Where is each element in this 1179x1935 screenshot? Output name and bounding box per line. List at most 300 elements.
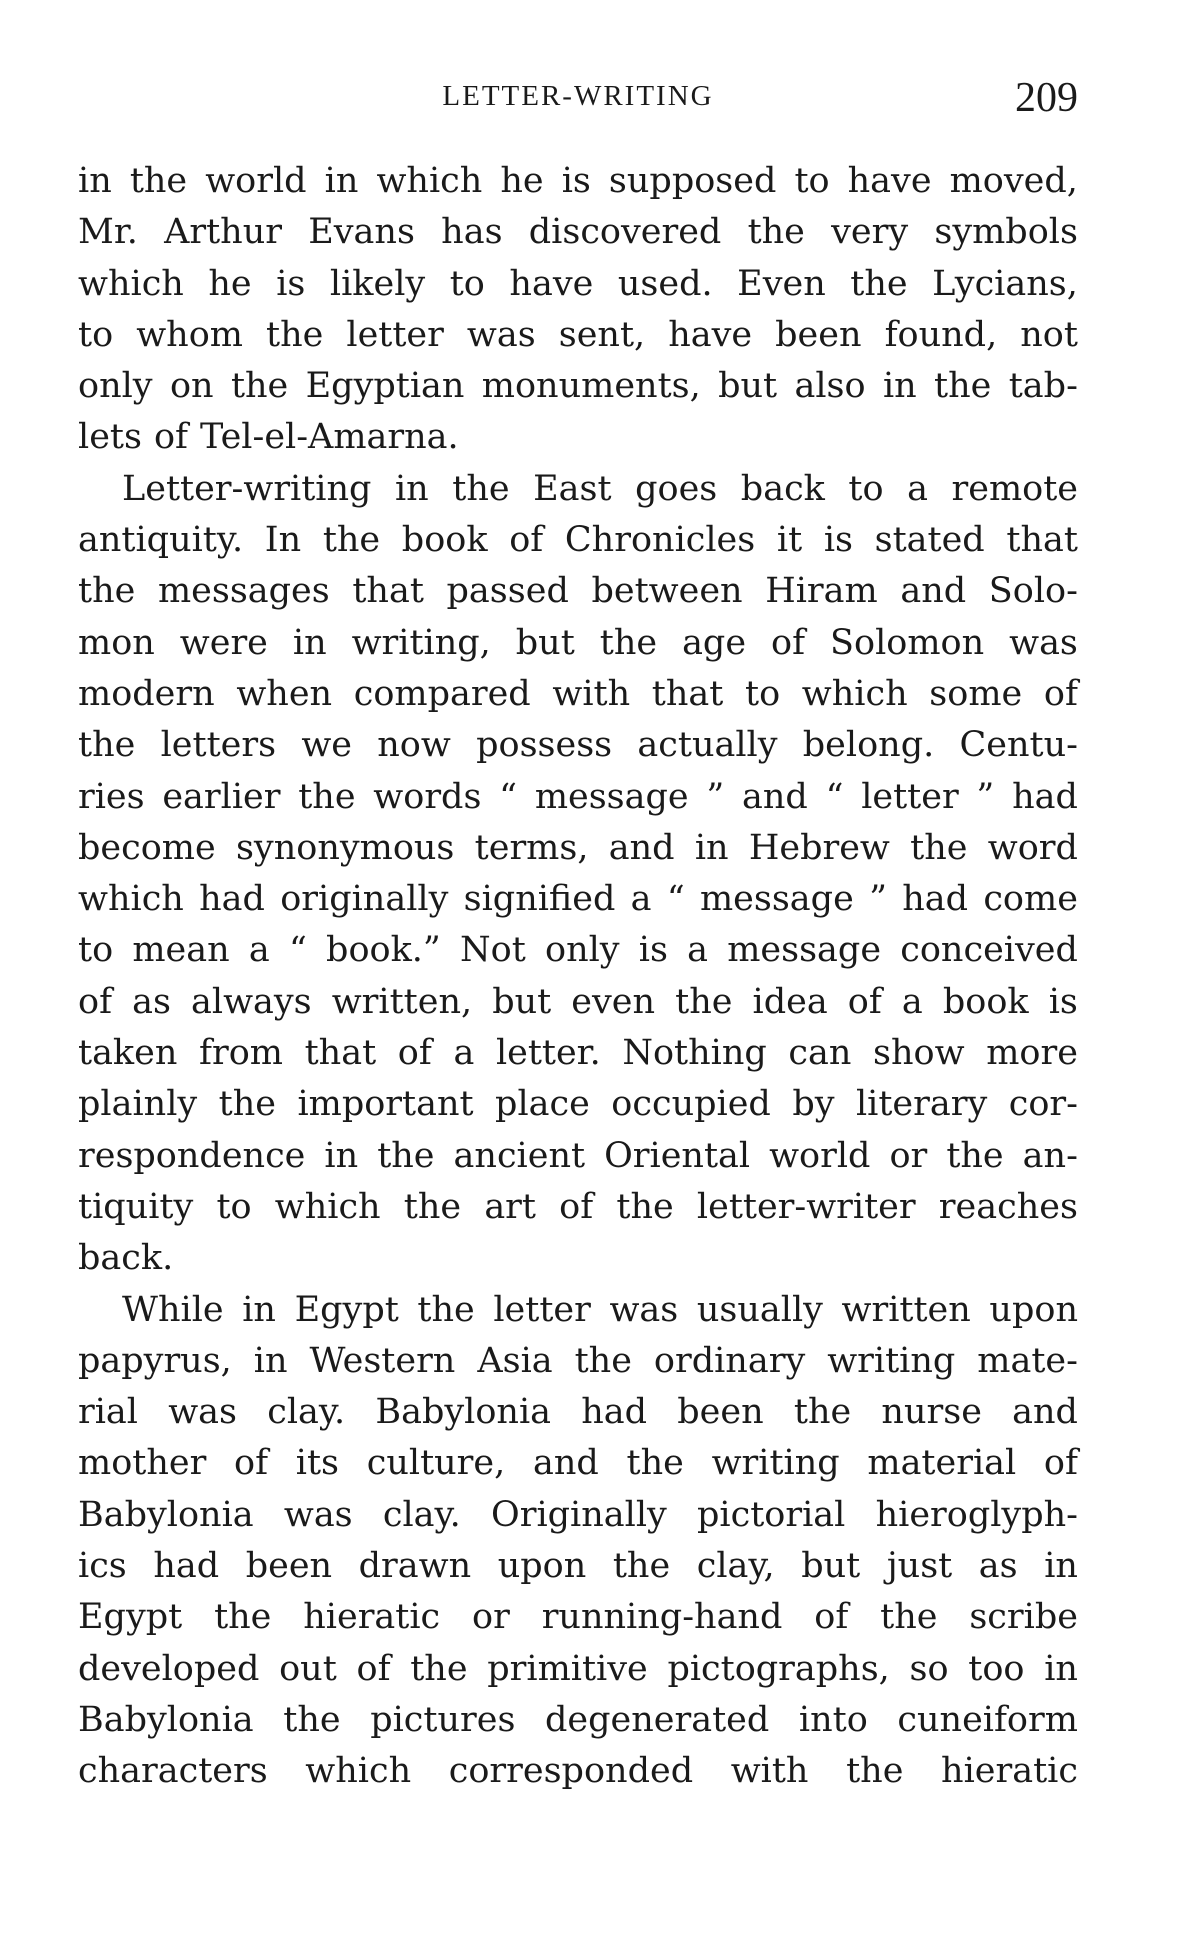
word: Hebrew (748, 827, 890, 868)
word: antiquity. (78, 520, 244, 561)
word: cor- (1008, 1084, 1078, 1125)
word: letter. (495, 1033, 601, 1074)
word: in (242, 1289, 276, 1330)
text-line (78, 1079, 1078, 1130)
word: usually (696, 1289, 823, 1330)
word: out (279, 1648, 337, 1689)
word: tab- (1008, 366, 1078, 407)
word: had (581, 1392, 648, 1433)
word: and (1012, 1392, 1078, 1433)
word: it (776, 520, 803, 561)
word: a (248, 930, 270, 971)
word: the (675, 981, 733, 1022)
word: word (987, 827, 1078, 868)
word: been (677, 1392, 764, 1433)
word: had (153, 1546, 220, 1587)
word: in (694, 827, 729, 868)
word: book (401, 520, 488, 561)
word: in (324, 161, 359, 201)
word: is (1048, 981, 1078, 1022)
text-line (78, 156, 1078, 207)
word: which (78, 879, 184, 920)
text-line (78, 464, 1078, 515)
word: is (823, 520, 853, 561)
word: the (747, 212, 805, 253)
word: pictographs, (667, 1648, 890, 1689)
text-line (78, 720, 1078, 771)
word: to (848, 468, 884, 509)
word: place (495, 1084, 590, 1125)
word: or (472, 1597, 510, 1638)
word: in (292, 622, 327, 663)
word: lets (78, 417, 142, 458)
word: upon (497, 1546, 587, 1587)
word: writing (711, 1443, 840, 1484)
word: letter-writer (696, 1186, 916, 1227)
word: ” (869, 879, 887, 920)
word: back (740, 468, 825, 509)
word: material (867, 1443, 1017, 1484)
word: discovered (528, 212, 722, 253)
word: clay, (696, 1546, 775, 1587)
word: very (831, 212, 909, 253)
word: Tel-el-Amarna. (199, 417, 459, 458)
word: synonymous (235, 827, 455, 868)
word: a (453, 1033, 475, 1074)
word: to (794, 161, 830, 201)
word: the (599, 622, 658, 663)
word: taken (78, 1033, 178, 1074)
text-line (78, 669, 1078, 720)
word: scribe (969, 1597, 1078, 1638)
running-title: LETTER-WRITING (442, 80, 714, 112)
word: the (417, 1289, 475, 1330)
text-line (78, 1182, 1078, 1233)
word: were (179, 622, 268, 663)
word: nurse (881, 1392, 982, 1433)
word: important (297, 1084, 474, 1125)
word: cuneiform (897, 1699, 1078, 1740)
word: the (410, 1648, 468, 1689)
word: a (907, 468, 928, 509)
word: moved, (949, 161, 1078, 201)
word: Evans (308, 212, 415, 253)
word: come (983, 879, 1078, 920)
running-head (78, 74, 1078, 124)
word: now (377, 725, 451, 766)
word: book.” (326, 930, 441, 971)
word: “ (288, 930, 307, 971)
word: writing, (351, 622, 491, 663)
word: terms, (474, 827, 589, 868)
text-line (78, 1233, 1078, 1284)
word: Solomon (830, 622, 985, 663)
word: remote (951, 468, 1078, 509)
word: but (718, 366, 778, 407)
word: so (909, 1648, 949, 1689)
word: that (304, 1033, 377, 1074)
word: was (466, 314, 536, 355)
word: was (1009, 622, 1078, 663)
word: ” (706, 776, 725, 817)
word: the (574, 1340, 632, 1381)
word: the (934, 366, 992, 407)
word: passed (446, 571, 569, 612)
word: written, (331, 981, 473, 1022)
word: sent, (558, 314, 646, 355)
word: more (986, 1033, 1078, 1074)
word: East (533, 468, 612, 509)
word: Chronicles (564, 520, 756, 561)
word: supposed (608, 161, 777, 201)
word: ics (78, 1546, 127, 1587)
word: papyrus, (78, 1340, 232, 1381)
text-line (78, 1131, 1078, 1182)
word: messages (157, 571, 330, 612)
word: of (1043, 673, 1078, 714)
text-line (78, 259, 1078, 310)
word: possess (476, 725, 613, 766)
text-line (78, 925, 1078, 976)
word: corresponded (448, 1751, 694, 1792)
word: he (500, 161, 544, 201)
word: even (571, 981, 656, 1022)
word: occupied (611, 1084, 771, 1125)
text-line (78, 1695, 1078, 1746)
word: the (626, 1443, 684, 1484)
word: which (78, 263, 184, 304)
word: In (264, 520, 302, 561)
word: the (612, 1546, 671, 1587)
word: become (78, 827, 216, 868)
word: Letter-writing (122, 468, 372, 509)
word: of (397, 1033, 432, 1074)
word: mon (78, 622, 155, 663)
word: culture, (366, 1443, 506, 1484)
text-line (78, 566, 1078, 617)
word: of (814, 1597, 849, 1638)
word: stated (874, 520, 985, 561)
word: conceived (900, 930, 1078, 971)
word: Babylonia (78, 1699, 254, 1740)
text-line (78, 1644, 1078, 1695)
word: upon (989, 1289, 1078, 1330)
word: originally (280, 879, 449, 920)
word: compared (353, 673, 531, 714)
word: Arthur (164, 212, 282, 253)
word: but (801, 1546, 861, 1587)
text-line (78, 1336, 1078, 1387)
word: likely (329, 263, 426, 304)
word: which (376, 161, 483, 201)
text-line (78, 515, 1078, 566)
word: message (727, 930, 882, 971)
word: been (245, 1546, 333, 1587)
word: earlier (162, 776, 281, 817)
word: we (301, 725, 352, 766)
word: book (942, 981, 1029, 1022)
word: its (295, 1443, 340, 1484)
word: Even (737, 263, 826, 304)
word: the (946, 1135, 1004, 1176)
word: characters (78, 1751, 268, 1792)
word: was (168, 1392, 238, 1433)
word: to (78, 930, 114, 971)
word: in (78, 161, 112, 201)
word: the (850, 263, 908, 304)
word: “ (825, 776, 844, 817)
text-line (78, 1746, 1078, 1797)
word: world (769, 1135, 871, 1176)
word: of (153, 417, 188, 458)
word: Hiram (765, 571, 878, 612)
word: the (452, 468, 510, 509)
text-line (78, 361, 1078, 412)
word: writing (827, 1340, 956, 1381)
word: was (283, 1494, 353, 1535)
word: degenerated (545, 1699, 770, 1740)
word: age (682, 622, 747, 663)
word: the (78, 725, 136, 766)
word: pictorial (697, 1494, 846, 1535)
word: Asia (477, 1340, 553, 1381)
word: the (846, 1751, 904, 1792)
word: Lycians, (932, 263, 1078, 304)
word: in (882, 366, 917, 407)
word: or (889, 1135, 928, 1176)
word: “ (666, 879, 685, 920)
word: had (902, 879, 969, 920)
word: letter (493, 1289, 591, 1330)
word: been (775, 314, 862, 355)
text-line (78, 207, 1078, 258)
word: goes (635, 468, 718, 509)
text-line (78, 1387, 1078, 1438)
word: Nothing (622, 1033, 767, 1074)
text-line (78, 823, 1078, 874)
word: just (886, 1546, 953, 1587)
word: as (132, 981, 171, 1022)
word: the (78, 571, 136, 612)
word: actually (637, 725, 778, 766)
word: literary (855, 1084, 988, 1125)
word: the (616, 1186, 674, 1227)
word: mother (78, 1443, 207, 1484)
word: that (651, 673, 724, 714)
word: have (847, 161, 932, 201)
word: written (841, 1289, 971, 1330)
word: Egypt (294, 1289, 399, 1330)
word: the (129, 161, 188, 201)
word: but (515, 622, 575, 663)
word: and (608, 827, 675, 868)
word: running-hand (541, 1597, 783, 1638)
word: modern (78, 673, 215, 714)
word: from (199, 1033, 283, 1074)
word: whom (136, 314, 243, 355)
word: Egyptian (305, 366, 465, 407)
word: used. (617, 263, 713, 304)
text-line (78, 1490, 1078, 1541)
word: Oriental (604, 1135, 751, 1176)
word: had (1012, 776, 1078, 817)
word: rial (78, 1392, 138, 1433)
word: signified (463, 879, 616, 920)
word: of (234, 1443, 269, 1484)
text-line (78, 1285, 1078, 1336)
word: “ (499, 776, 518, 817)
word: but (492, 981, 552, 1022)
word: can (788, 1033, 852, 1074)
word: hieroglyph- (875, 1494, 1078, 1535)
word: primitive (487, 1648, 648, 1689)
word: in (253, 1340, 288, 1381)
word: an- (1022, 1135, 1078, 1176)
word: While (122, 1289, 224, 1330)
text-line (78, 310, 1078, 361)
word: hieratic (303, 1597, 441, 1638)
word: mean (132, 930, 230, 971)
word: ries (78, 776, 145, 817)
word: which (274, 1186, 381, 1227)
word: clay. (382, 1494, 461, 1535)
word: back. (78, 1238, 174, 1279)
word: of (847, 981, 882, 1022)
word: Solo- (988, 571, 1078, 612)
word: monuments, (481, 366, 701, 407)
text-line (78, 772, 1078, 823)
word: to (449, 263, 485, 304)
word: the (266, 314, 324, 355)
word: the (910, 827, 968, 868)
word: when (236, 673, 333, 714)
word: the (218, 1084, 276, 1125)
word: Originally (491, 1494, 667, 1535)
word: symbols (934, 212, 1078, 253)
word: in (394, 468, 429, 509)
word: the (283, 1699, 341, 1740)
word: to (745, 673, 781, 714)
word: in (1044, 1648, 1078, 1689)
text-line (78, 1592, 1078, 1643)
word: with (552, 673, 631, 714)
word: clay. (267, 1392, 346, 1433)
word: drawn (358, 1546, 472, 1587)
text-line (78, 977, 1078, 1028)
word: idea (752, 981, 828, 1022)
word: have (668, 314, 753, 355)
word: found, (884, 314, 998, 355)
word: is (638, 930, 668, 971)
word: which (305, 1751, 412, 1792)
word: Mr. (78, 212, 138, 253)
word: message (699, 879, 854, 920)
word: only (78, 366, 153, 407)
word: on (169, 366, 214, 407)
word: which (801, 673, 908, 714)
word: between (591, 571, 743, 612)
word: always (191, 981, 312, 1022)
word: have (509, 263, 594, 304)
word: to (216, 1186, 252, 1227)
word: plainly (78, 1084, 198, 1125)
word: letter (861, 776, 959, 817)
word: that (1006, 520, 1078, 561)
word: reaches (938, 1186, 1078, 1227)
body-text (78, 156, 1078, 1798)
word: in (1044, 1546, 1078, 1587)
word: to (78, 314, 114, 355)
word: respondence (78, 1135, 306, 1176)
word: some (929, 673, 1023, 714)
word: Babylonia (375, 1392, 552, 1433)
word: and (532, 1443, 599, 1484)
word: into (798, 1699, 868, 1740)
word: Babylonia (78, 1494, 254, 1535)
word: only (545, 930, 620, 971)
text-line (78, 1028, 1078, 1079)
word: a (901, 981, 923, 1022)
word: of (356, 1648, 391, 1689)
word: ” (976, 776, 995, 817)
word: and (900, 571, 967, 612)
word: that (352, 571, 424, 612)
word: also (794, 366, 866, 407)
word: in (324, 1135, 359, 1176)
text-line (78, 1438, 1078, 1489)
word: world (205, 161, 307, 201)
word: Not (460, 930, 526, 971)
word: pictures (370, 1699, 516, 1740)
word: of (559, 1186, 594, 1227)
page-number: 209 (1015, 75, 1078, 121)
word: hieratic (941, 1751, 1078, 1792)
word: art (484, 1186, 536, 1227)
word: the (880, 1597, 938, 1638)
word: belong. (802, 725, 935, 766)
word: the (793, 1392, 852, 1433)
word: tiquity (78, 1186, 194, 1227)
word: is (561, 161, 591, 201)
word: the (230, 366, 289, 407)
word: Egypt (78, 1597, 183, 1638)
word: letter (346, 314, 444, 355)
word: the (377, 1135, 435, 1176)
word: Centu- (959, 725, 1078, 766)
word: message (534, 776, 689, 817)
word: by (792, 1084, 835, 1125)
word: the (298, 776, 356, 817)
word: a (630, 879, 652, 920)
word: a (687, 930, 709, 971)
word: had (199, 879, 265, 920)
word: letters (160, 725, 277, 766)
word: the (322, 520, 381, 561)
word: ordinary (653, 1340, 806, 1381)
word: too (968, 1648, 1025, 1689)
word: words (373, 776, 482, 817)
word: of (78, 981, 113, 1022)
word: the (403, 1186, 462, 1227)
word: not (1020, 314, 1078, 355)
word: and (742, 776, 808, 817)
word: with (730, 1751, 809, 1792)
word: developed (78, 1648, 260, 1689)
word: as (978, 1546, 1018, 1587)
text-line (78, 1541, 1078, 1592)
word: has (441, 212, 503, 253)
word: show (873, 1033, 965, 1074)
